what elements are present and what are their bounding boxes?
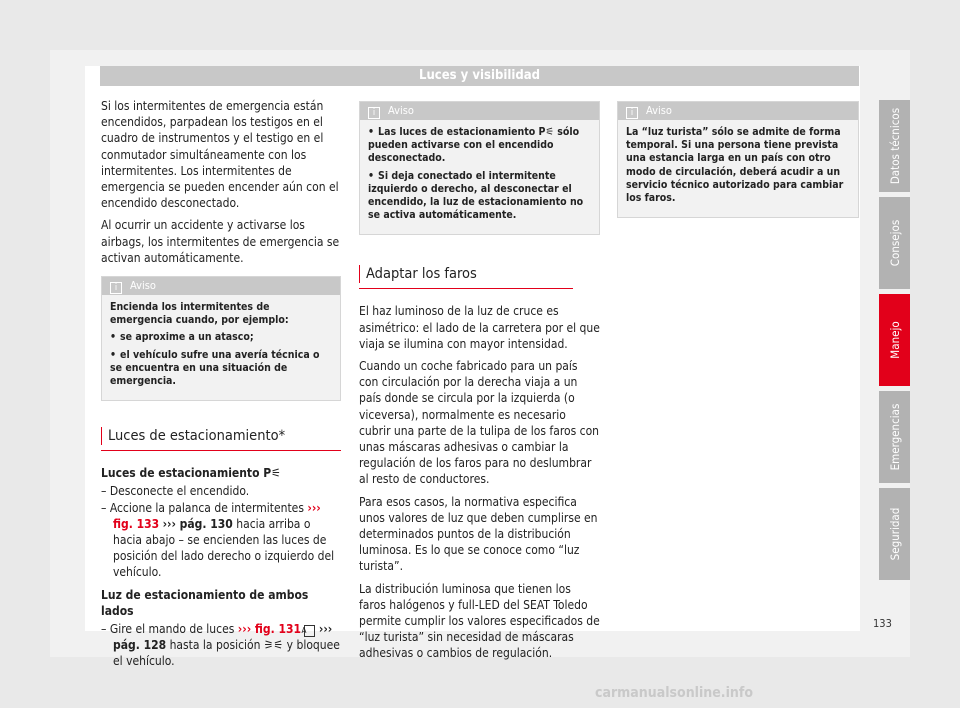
tab-label: Manejo — [887, 321, 902, 359]
aviso-intro: Encienda los intermitentes de emergencia cuando, por ejemplo: — [110, 301, 289, 327]
column-1 — [101, 98, 341, 670]
step-item: – Gire el mando de luces ››› fig. 131 A ››› pág. 128 hasta la posición ⚞⚟ y bloquee el vehículo. — [101, 622, 340, 669]
aviso-label: Aviso — [388, 104, 414, 117]
step-text: hasta la posición ⚞⚟ y bloquee el vehículo. — [113, 638, 340, 669]
info-icon: i — [368, 107, 380, 119]
page-link[interactable]: ››› pág. 128 — [113, 622, 333, 653]
aviso-body — [102, 295, 340, 400]
step-text: Desconecte el encendido. — [109, 484, 250, 499]
section-body — [101, 465, 341, 669]
aviso-bullet: • se aproxime a un atasco; — [110, 331, 332, 344]
page-number: 133 — [873, 617, 892, 630]
tab-label: Consejos — [887, 219, 902, 267]
page-link[interactable]: ››› pág. 130 — [162, 516, 233, 531]
section-heading-wrap — [359, 265, 600, 283]
tab-label: Datos técnicos — [887, 107, 902, 185]
info-icon: i — [626, 107, 638, 119]
paragraph: El haz luminoso de la luz de cruce es asimétrico: el lado de la carretera por el que viaja se ilumina con mayor intensidad. — [359, 304, 600, 351]
key-label: A — [304, 625, 315, 637]
section-heading-wrap — [101, 427, 341, 445]
subheading: Luz de estacionamiento de ambos lados — [101, 587, 309, 618]
heading-rule — [101, 450, 341, 451]
info-icon: i — [110, 282, 122, 294]
paragraph: Al ocurrir un accidente y activarse los airbags, los intermitentes de emergencia se activan automáticamente. — [101, 218, 340, 265]
aviso-text: La “luz turista” sólo se admite de forma temporal. Si una persona tiene prevista una estancia larga en un país con otro modo de circulación, deberá acudir a un servicio técnico autorizado para cambiar los faros. — [626, 126, 844, 205]
tab-consejos[interactable] — [879, 197, 910, 289]
aviso-label: Aviso — [646, 104, 672, 117]
subheading: Luces de estacionamiento P⚟ — [101, 466, 281, 481]
aviso-header — [360, 102, 599, 120]
step-item: – Desconecte el encendido. — [101, 484, 250, 499]
section-tabs — [879, 100, 910, 585]
column-3 — [617, 101, 859, 218]
step-text: Gire el mando de luces — [109, 622, 235, 637]
step-item: – Accione la palanca de intermitentes ››› fig. 133 ››› pág. 130 hacia arriba o hacia abajo – se encienden las luces de posición del lado derecho o izquierdo del vehículo. — [101, 500, 335, 580]
column-2 — [359, 101, 600, 668]
tab-label: Emergencias — [887, 403, 902, 471]
aviso-box — [617, 101, 859, 218]
paragraph: La distribución luminosa que tienen los faros halógenos y full-LED del SEAT Toledo permite cumplir los valores especificados de “luz turista” sin necesidad de máscaras adhesivas o cambios de regulación. — [359, 581, 600, 661]
figure-link[interactable]: ››› fig. 131 — [237, 622, 302, 637]
aviso-bullet: • el vehículo sufre una avería técnica o se encuentra en una situación de emergencia. — [110, 349, 332, 389]
step-text: hacia arriba o hacia abajo – se encienden las luces de posición del lado derecho o izquierdo del vehículo. — [113, 516, 335, 580]
aviso-header — [102, 277, 340, 295]
aviso-label: Aviso — [130, 279, 156, 293]
step-text: Accione la palanca de intermitentes — [109, 500, 304, 515]
figure-link[interactable]: ››› fig. 133 — [113, 500, 321, 531]
paragraph: Si los intermitentes de emergencia están encendidos, parpadean los testigos en el cuadro de instrumentos y el testigo en el conmutador simultáneamente con los intermitentes. Los intermitentes de emergencia se pueden encender aún con el encendido desconectado. — [101, 99, 339, 211]
aviso-box — [359, 101, 600, 235]
section-body — [359, 303, 600, 661]
watermark: carmanualsonline.info — [595, 685, 754, 701]
aviso-bullet: • Si deja conectado el intermitente izquierdo o derecho, al desconectar el encendido, la luz de estacionamiento no se activa automáticamente. — [368, 170, 591, 223]
section-heading: Adaptar los faros — [359, 265, 600, 283]
aviso-box — [101, 276, 341, 401]
tab-datos-tecnicos[interactable] — [879, 100, 910, 192]
aviso-body — [618, 120, 858, 217]
tab-emergencias[interactable] — [879, 391, 910, 483]
tab-seguridad[interactable] — [879, 488, 910, 580]
tab-label: Seguridad — [887, 507, 902, 561]
tab-manejo[interactable] — [879, 294, 910, 386]
paragraph: Para esos casos, la normativa especifica unos valores de luz que deben cumplirse en determinados puntos de la distribución luminosa. Es lo que se conoce como “luz turista”. — [359, 494, 598, 574]
paragraph: Cuando un coche fabricado para un país con circulación por la derecha viaja a un país donde se circula por la izquierda (o viceversa), normalmente es necesario cubrir una parte de la tulipa de los faros con unas máscaras adhesivas o cambiar la regulación de los faros para no deslumbrar al resto de conductores. — [359, 359, 600, 487]
heading-rule — [359, 288, 573, 289]
aviso-header — [618, 102, 858, 120]
page-header: Luces y visibilidad — [100, 66, 859, 86]
aviso-bullet: • Las luces de estacionamiento P⚟ sólo pueden activarse con el encendido desconectado. — [368, 126, 591, 166]
section-heading: Luces de estacionamiento* — [101, 427, 341, 445]
aviso-body — [360, 120, 599, 234]
